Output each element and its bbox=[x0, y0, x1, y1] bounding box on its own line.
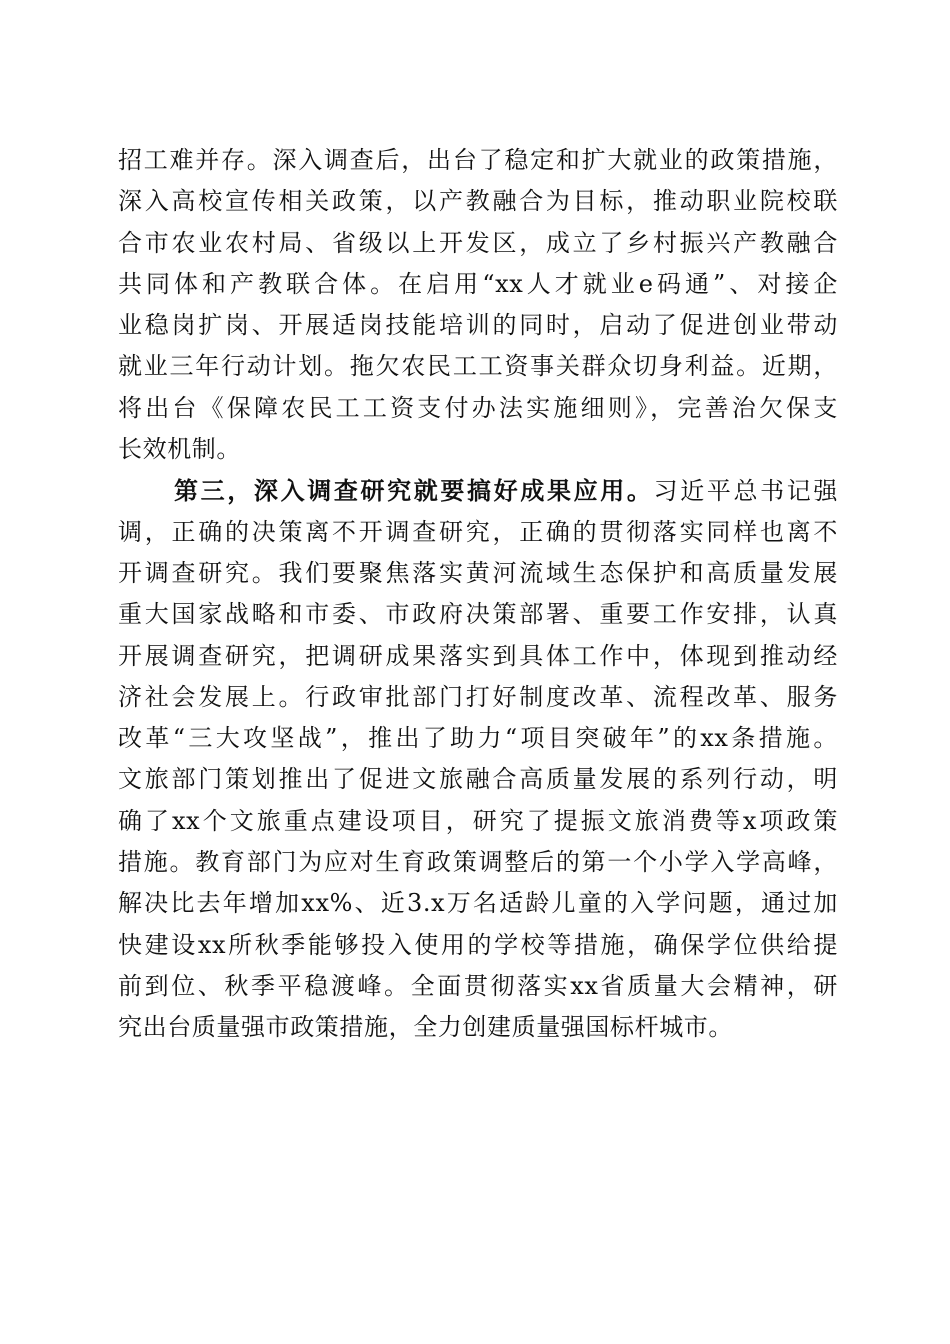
paragraph-2-line-6: 济社会发展上。行政审批部门打好制度改革、流程改革、服务 bbox=[118, 682, 838, 711]
paragraph-1-line-4: 共同体和产教联合体。在启用“xx人才就业e码通”、对接企 bbox=[118, 269, 838, 298]
paragraph-2-line-12: 快建设xx所秋季能够投入使用的学校等措施，确保学位供给提 bbox=[118, 930, 838, 959]
paragraph-2-line-1 bbox=[118, 470, 838, 511]
paragraph-2-line-11: 解决比去年增加xx%、近3.x万名适龄儿童的入学问题，通过加 bbox=[118, 889, 838, 918]
paragraph-1-line-7: 将出台《保障农民工工资支付办法实施细则》，完善治欠保支 bbox=[118, 393, 838, 422]
paragraph-2-line-2: 调，正确的决策离不开调查研究，正确的贯彻落实同样也离不 bbox=[118, 517, 838, 546]
paragraph-1-line-2: 深入高校宣传相关政策，以产教融合为目标，推动职业院校联 bbox=[118, 187, 838, 216]
paragraph-2-line-13: 前到位、秋季平稳渡峰。全面贯彻落实xx省质量大会精神，研 bbox=[118, 971, 838, 1000]
paragraph-1-line-3: 合市农业农村局、省级以上开发区，成立了乡村振兴产教融合 bbox=[118, 228, 838, 257]
paragraph-2-line-8: 文旅部门策划推出了促进文旅融合高质量发展的系列行动，明 bbox=[118, 765, 838, 794]
paragraph-2-line-10: 措施。教育部门为应对生育政策调整后的第一个小学入学高峰， bbox=[118, 848, 838, 877]
paragraph-2-line-4: 重大国家战略和市委、市政府决策部署、重要工作安排，认真 bbox=[118, 600, 838, 629]
paragraph-1-line-1: 招工难并存。深入调查后，出台了稳定和扩大就业的政策措施， bbox=[118, 146, 838, 174]
paragraph-1-line-6: 就业三年行动计划。拖欠农民工工资事关群众切身利益。近期， bbox=[118, 352, 838, 381]
paragraph-2-line-5: 开展调查研究，把调研成果落实到具体工作中，体现到推动经 bbox=[118, 641, 838, 670]
paragraph-2-line-3: 开调查研究。我们要聚焦落实黄河流域生态保护和高质量发展 bbox=[118, 558, 838, 587]
section-heading: 第三，深入调查研究就要搞好成果应用。 bbox=[174, 476, 654, 506]
body-text bbox=[118, 140, 838, 1049]
paragraph-2-line-9: 确了xx个文旅重点建设项目，研究了提振文旅消费等x项政策 bbox=[118, 806, 838, 835]
paragraph-1-line-8: 长效机制。 bbox=[118, 435, 241, 464]
paragraph-2-line-7: 改革“三大攻坚战”，推出了助力“项目突破年”的xx条措施。 bbox=[118, 724, 838, 753]
paragraph-1-line-5: 业稳岗扩岗、开展适岗技能培训的同时，启动了促进创业带动 bbox=[118, 311, 838, 340]
paragraph-2-line-14: 究出台质量强市政策措施，全力创建质量强国标杆城市。 bbox=[118, 1013, 733, 1042]
paragraph-2-line-1-rest: 习近平总书记强 bbox=[653, 477, 838, 506]
